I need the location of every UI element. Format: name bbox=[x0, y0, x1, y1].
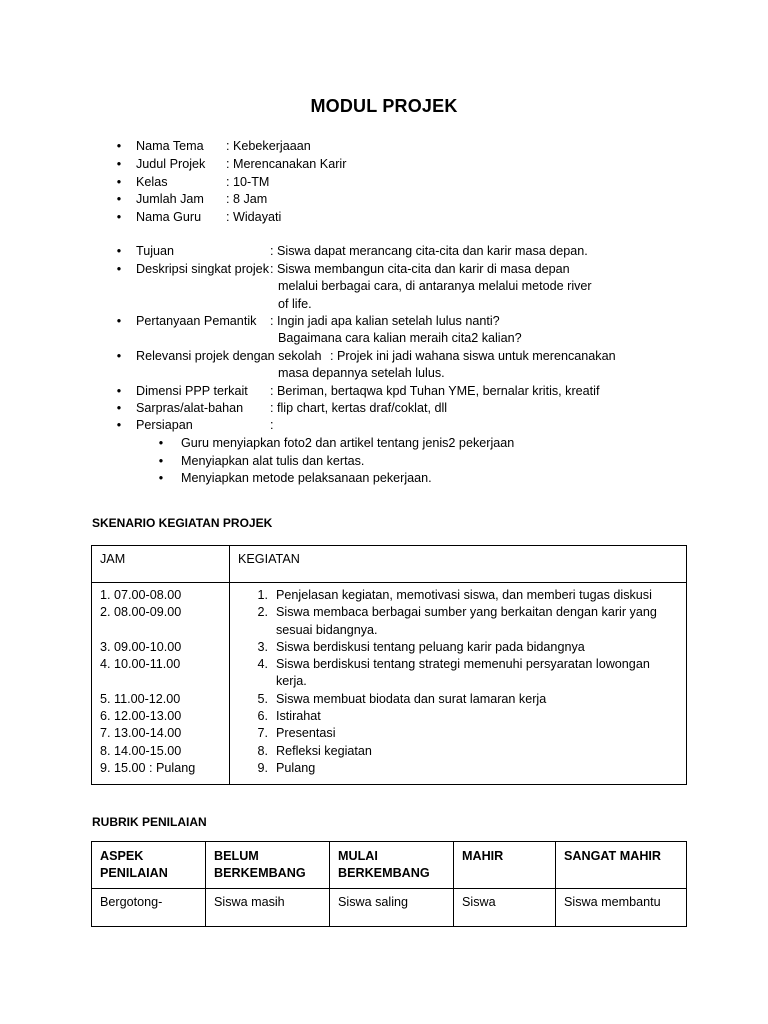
table-cell: Siswa masih bbox=[206, 889, 330, 927]
info-value: : Merencanakan Karir bbox=[226, 157, 347, 171]
kegiatan-item: 6. Istirahat bbox=[257, 709, 321, 724]
header-cell-mulai: MULAI BERKEMBANG bbox=[330, 842, 454, 889]
skenario-table bbox=[91, 545, 687, 785]
header-cell-belum: BELUM BERKEMBANG bbox=[206, 842, 330, 889]
detail-value: : bbox=[270, 418, 274, 432]
jam-item: 7. 13.00-14.00 bbox=[100, 726, 182, 741]
detail-value: : Ingin jadi apa kalian setelah lulus nanti? bbox=[270, 314, 500, 328]
jam-item: 8. 14.00-15.00 bbox=[100, 743, 182, 758]
detail-value-cont: melalui berbagai cara, di antaranya melalui metode river bbox=[278, 279, 592, 293]
bullet-icon: • bbox=[116, 192, 122, 206]
bullet-icon: • bbox=[116, 244, 122, 258]
sub-item-text: Guru menyiapkan foto2 dan artikel tentang jenis2 pekerjaan bbox=[181, 436, 515, 450]
table-cell: Siswa bbox=[454, 889, 556, 927]
info-label: Jumlah Jam bbox=[136, 192, 204, 206]
table-row bbox=[92, 889, 687, 927]
detail-value: : Projek ini jadi wahana siswa untuk merencanakan bbox=[330, 349, 616, 363]
jam-item: 3. 09.00-10.00 bbox=[100, 639, 182, 654]
header-cell-mahir: MAHIR bbox=[454, 842, 556, 889]
kegiatan-item: 8. Refleksi kegiatan bbox=[257, 743, 372, 758]
info-value: : Kebekerjaaan bbox=[226, 139, 311, 153]
info-label: Nama Guru bbox=[136, 210, 202, 224]
detail-value: : Siswa membangun cita-cita dan karir di masa depan bbox=[270, 262, 570, 276]
kegiatan-item: 7. Presentasi bbox=[257, 726, 336, 741]
detail-value: : Siswa dapat merancang cita-cita dan karir masa depan. bbox=[270, 244, 588, 258]
table-header-row bbox=[92, 842, 687, 889]
header-cell-aspek: ASPEK PENILAIAN bbox=[92, 842, 206, 889]
detail-label: Relevansi projek dengan sekolah bbox=[136, 349, 322, 363]
detail-label: Pertanyaan Pemantik bbox=[136, 314, 257, 328]
bullet-icon: • bbox=[116, 418, 122, 432]
bullet-icon: • bbox=[116, 384, 122, 398]
jam-item: 5. 11.00-12.00 bbox=[100, 691, 181, 706]
jam-item: 4. 10.00-11.00 bbox=[100, 657, 181, 672]
jam-item: 6. 12.00-13.00 bbox=[100, 709, 182, 724]
detail-value-cont: masa depannya setelah lulus. bbox=[278, 366, 445, 380]
bullet-icon: • bbox=[158, 471, 164, 485]
kegiatan-item: 4. Siswa berdiskusi tentang strategi memenuhi persyaratan lowongan bbox=[257, 657, 650, 672]
kegiatan-item-cont: kerja. bbox=[276, 674, 307, 689]
sub-item-text: Menyiapkan alat tulis dan kertas. bbox=[181, 454, 365, 468]
header-cell-kegiatan bbox=[230, 546, 687, 583]
bullet-icon: • bbox=[116, 401, 122, 415]
sub-item-text: Menyiapkan metode pelaksanaan pekerjaan. bbox=[181, 471, 432, 485]
kegiatan-item: 2. Siswa membaca berbagai sumber yang berkaitan dengan karir yang bbox=[257, 605, 657, 620]
table-cell: Siswa membantu bbox=[556, 889, 687, 927]
jam-cell bbox=[92, 583, 230, 785]
jam-item: 9. 15.00 : Pulang bbox=[100, 760, 196, 775]
rubrik-title: RUBRIK PENILAIAN bbox=[92, 815, 207, 829]
detail-value-cont: Bagaimana cara kalian meraih cita2 kalian? bbox=[278, 331, 522, 345]
kegiatan-item: 3. Siswa berdiskusi tentang peluang karir pada bidangnya bbox=[257, 639, 585, 654]
skenario-title: SKENARIO KEGIATAN PROJEK bbox=[92, 516, 273, 530]
info-value: : 8 Jam bbox=[226, 192, 268, 206]
kegiatan-item-cont: sesuai bidangnya. bbox=[276, 622, 378, 637]
bullet-icon: • bbox=[158, 436, 164, 450]
page-title: MODUL PROJEK bbox=[310, 96, 458, 116]
bullet-icon: • bbox=[116, 262, 122, 276]
table-cell: Siswa saling bbox=[330, 889, 454, 927]
detail-label: Sarpras/alat-bahan bbox=[136, 401, 244, 415]
kegiatan-item: 5. Siswa membuat biodata dan surat lamaran kerja bbox=[257, 691, 547, 706]
detail-value: : Beriman, bertaqwa kpd Tuhan YME, bernalar kritis, kreatif bbox=[270, 384, 600, 398]
info-label: Kelas bbox=[136, 175, 168, 189]
detail-label: Deskripsi singkat projek bbox=[136, 262, 269, 276]
rubrik-table bbox=[91, 841, 687, 927]
jam-item: 1. 07.00-08.00 bbox=[100, 588, 182, 602]
bullet-icon: • bbox=[116, 349, 122, 363]
header-cell-sangat-mahir: SANGAT MAHIR bbox=[556, 842, 687, 889]
bullet-icon: • bbox=[116, 139, 122, 153]
bullet-icon: • bbox=[158, 454, 164, 468]
bullet-icon: • bbox=[116, 314, 122, 328]
info-value: : Widayati bbox=[226, 210, 282, 224]
header-cell-jam bbox=[92, 546, 230, 583]
info-label: Nama Tema bbox=[136, 139, 204, 153]
bullet-icon: • bbox=[116, 175, 122, 189]
detail-label: Dimensi PPP terkait bbox=[136, 384, 248, 398]
jam-item: 2. 08.00-09.00 bbox=[100, 605, 182, 620]
info-value: : 10-TM bbox=[226, 175, 270, 189]
detail-value-cont: of life. bbox=[278, 297, 312, 311]
table-row bbox=[92, 583, 687, 785]
detail-value: : flip chart, kertas draf/coklat, dll bbox=[270, 401, 448, 415]
detail-label: Tujuan bbox=[136, 244, 175, 258]
info-label: Judul Projek bbox=[136, 157, 206, 171]
detail-label: Persiapan bbox=[136, 418, 193, 432]
table-cell: Bergotong- bbox=[92, 889, 206, 927]
kegiatan-item: 1. Penjelasan kegiatan, memotivasi siswa, dan memberi tugas diskusi bbox=[257, 588, 652, 602]
table-header-row bbox=[92, 546, 687, 583]
kegiatan-item: 9. Pulang bbox=[257, 760, 316, 775]
bullet-icon: • bbox=[116, 210, 122, 224]
header-jam-label: JAM bbox=[100, 552, 126, 566]
kegiatan-cell bbox=[230, 583, 687, 785]
bullet-icon: • bbox=[116, 157, 122, 171]
header-kegiatan-label: KEGIATAN bbox=[238, 552, 300, 566]
